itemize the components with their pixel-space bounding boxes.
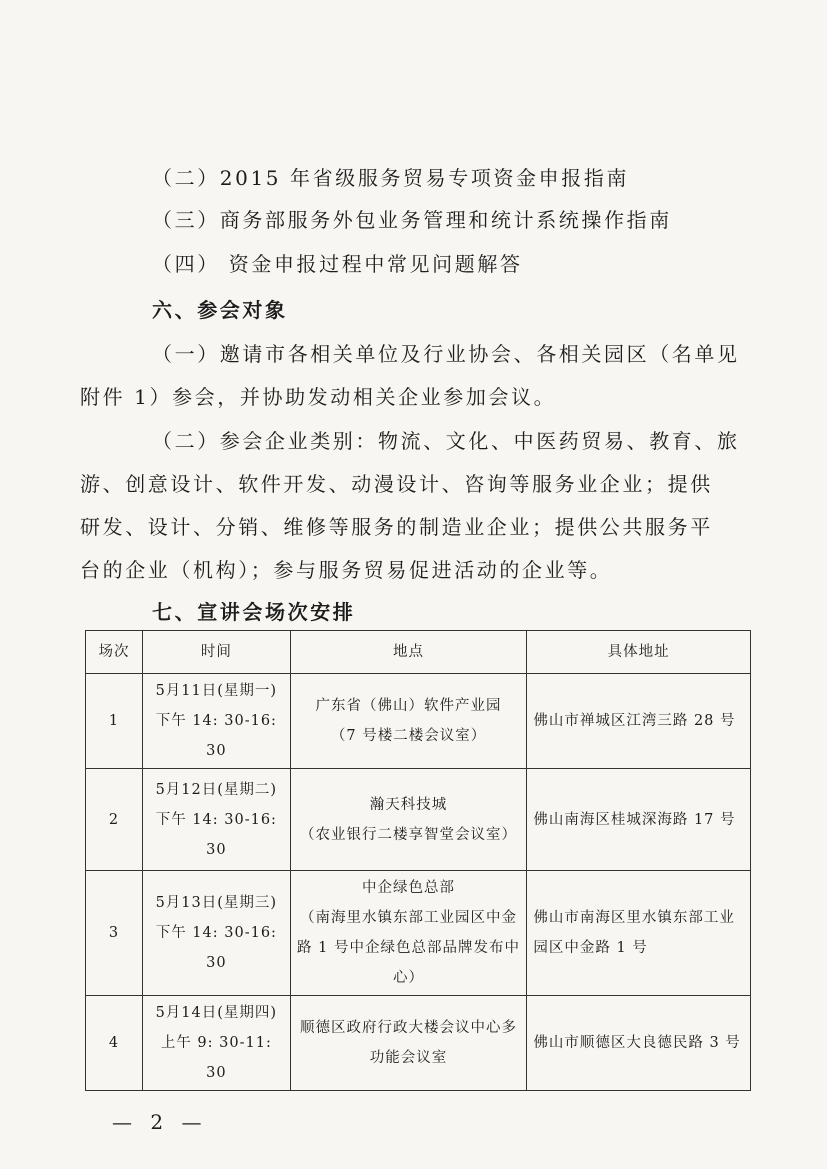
date: 5月14日(星期四) xyxy=(155,1005,278,1021)
time-cell xyxy=(142,996,290,1091)
place-cell xyxy=(290,674,527,769)
paragraph-line: （二）参会企业类别：物流、文化、中医药贸易、教育、旅 xyxy=(152,429,740,453)
date: 5月12日(星期二) xyxy=(155,781,278,798)
place-detail: （农业银行二楼享智堂会议室） xyxy=(300,826,518,843)
time-cell xyxy=(142,769,290,871)
place-name: 瀚天科技城 xyxy=(369,796,448,813)
paragraph-line: 台的企业（机构）；参与服务贸易促进活动的企业等。 xyxy=(80,558,613,582)
time: 下午 14: 30-16: 30 xyxy=(155,925,277,971)
time: 上午 9: 30-11: 30 xyxy=(160,1035,272,1081)
paragraph-line: 游、创意设计、软件开发、动漫设计、咨询等服务业企业；提供 xyxy=(80,472,713,496)
table-row xyxy=(86,996,751,1091)
address-cell: 佛山市顺德区大良德民路 3 号 xyxy=(527,996,751,1091)
list-item: （二）2015 年省级服务贸易专项资金申报指南 xyxy=(152,166,630,190)
section-heading: 六、参会对象 xyxy=(152,298,288,322)
time-cell xyxy=(142,674,290,769)
session-number: 2 xyxy=(86,769,143,871)
place-cell xyxy=(290,871,527,996)
header-cell: 具体地址 xyxy=(527,631,751,674)
table-row xyxy=(86,674,751,769)
place-name: 广东省（佛山）软件产业园 xyxy=(315,698,502,714)
list-item: （三）商务部服务外包业务管理和统计系统操作指南 xyxy=(152,208,672,232)
session-number: 4 xyxy=(86,996,143,1091)
address-cell: 佛山市南海区里水镇东部工业园区中金路 1 号 xyxy=(527,871,751,996)
header-cell: 场次 xyxy=(86,631,143,674)
table-header xyxy=(86,631,751,674)
date: 5月13日(星期三) xyxy=(155,895,278,911)
address-cell: 佛山市禅城区江湾三路 28 号 xyxy=(527,674,751,769)
list-item: （四） 资金申报过程中常见问题解答 xyxy=(152,252,523,276)
place-name: 顺德区政府行政大楼会议中心多功能会议室 xyxy=(300,1020,518,1066)
place-detail: （南海里水镇东部工业园区中金路 1 号中企绿色总部品牌发布中心） xyxy=(297,910,520,986)
time: 下午 14: 30-16: 30 xyxy=(155,713,277,759)
table-row xyxy=(86,871,751,996)
session-number: 1 xyxy=(86,674,143,769)
table-row xyxy=(86,769,751,871)
paragraph-line: （一）邀请市各相关单位及行业协会、各相关园区（名单见 xyxy=(152,342,740,366)
session-number: 3 xyxy=(86,871,143,996)
date: 5月11日(星期一) xyxy=(155,683,278,699)
place-detail: （7 号楼二楼会议室） xyxy=(330,728,487,744)
header-cell: 时间 xyxy=(142,631,290,674)
section-heading: 七、宣讲会场次安排 xyxy=(152,600,356,624)
schedule-table xyxy=(85,630,751,1091)
header-cell: 地点 xyxy=(290,631,527,674)
page-number: — 2 — xyxy=(112,1110,208,1134)
time-cell xyxy=(142,871,290,996)
place-cell xyxy=(290,769,527,871)
time: 下午 14: 30-16: 30 xyxy=(155,811,277,858)
address-cell: 佛山南海区桂城深海路 17 号 xyxy=(527,769,751,871)
place-cell xyxy=(290,996,527,1091)
paragraph-line: 附件 1）参会，并协助发动相关企业参加会议。 xyxy=(80,385,557,409)
paragraph-line: 研发、设计、分销、维修等服务的制造业企业；提供公共服务平 xyxy=(80,515,713,539)
place-name: 中企绿色总部 xyxy=(362,880,456,896)
